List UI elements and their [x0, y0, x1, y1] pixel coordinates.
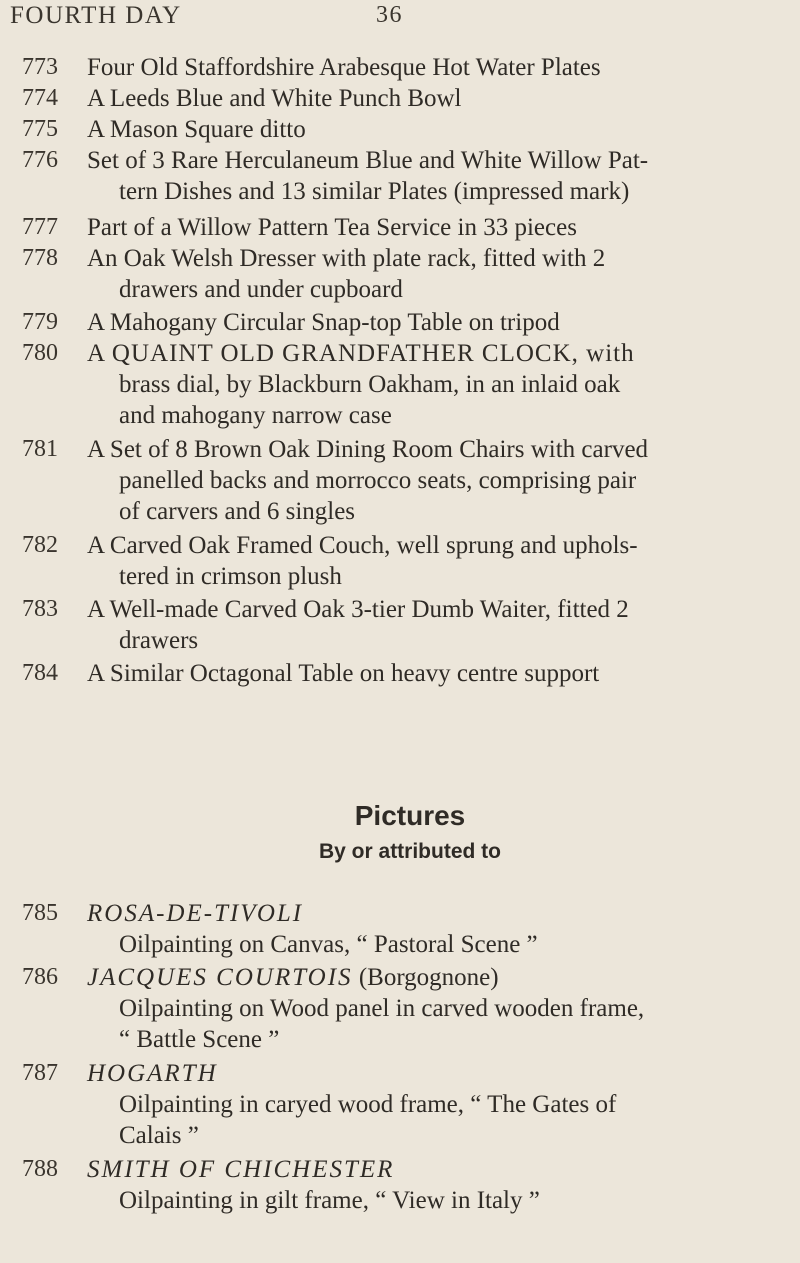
section-title: Pictures: [354, 800, 466, 831]
lot-number: 782: [22, 532, 58, 558]
lot-number: 774: [22, 85, 58, 111]
lot-description: An Oak Welsh Dresser with plate rack, fitted with 2: [87, 245, 606, 272]
lot-description-cont: panelled backs and morrocco seats, comprising pair: [119, 467, 637, 494]
lot-number: 780: [22, 340, 58, 366]
lot-number: 783: [22, 596, 58, 622]
lot-description: Part of a Willow Pattern Tea Service in 33 pieces: [87, 214, 577, 241]
day-title: FOURTH DAY: [10, 2, 182, 29]
lot-number: 781: [22, 436, 58, 462]
lot-number: 786: [22, 964, 58, 990]
lot-description: A Similar Octagonal Table on heavy centre support: [87, 660, 600, 687]
lot-description: A Mahogany Circular Snap-top Table on tripod: [87, 309, 560, 336]
lot-description: A Set of 8 Brown Oak Dining Room Chairs with carved: [87, 436, 649, 463]
lot-description: A QUAINT OLD GRANDFATHER CLOCK, with: [87, 340, 635, 367]
lot-number: 785: [22, 900, 58, 926]
lot-description: A Carved Oak Framed Couch, well sprung and uphols-: [87, 532, 638, 559]
lot-number: 777: [22, 214, 58, 240]
lot-description: A Mason Square ditto: [87, 116, 306, 143]
lot-description: A Well-made Carved Oak 3-tier Dumb Waiter, fitted 2: [87, 596, 629, 623]
artist-name: JACQUES COURTOIS: [87, 964, 353, 991]
page-header: [10, 2, 403, 30]
page-number: 36: [376, 2, 403, 28]
picture-description: Oilpainting in gilt frame, “ View in Italy ”: [119, 1187, 540, 1214]
lot-number: 778: [22, 245, 58, 271]
lot-description: Set of 3 Rare Herculaneum Blue and White Willow Pat-: [87, 147, 649, 174]
picture-description: Oilpainting in caryed wood frame, “ The Gates of: [119, 1091, 617, 1118]
lot-number: 779: [22, 309, 58, 335]
artist-name: ROSA-DE-TIVOLI: [87, 900, 304, 927]
artist-name: HOGARTH: [87, 1060, 218, 1087]
picture-description-cont: “ Battle Scene ”: [119, 1026, 280, 1053]
artist-name: SMITH OF CHICHESTER: [87, 1156, 395, 1183]
lot-number: 784: [22, 660, 58, 686]
lot-description: Four Old Staffordshire Arabesque Hot Water Plates: [87, 54, 601, 81]
lot-number: 788: [22, 1156, 58, 1182]
section-subtitle: By or attributed to: [319, 840, 501, 863]
picture-description: Oilpainting on Wood panel in carved wooden frame,: [119, 995, 645, 1022]
lot-description-cont: of carvers and 6 singles: [119, 498, 356, 525]
lot-description-cont: drawers: [119, 627, 199, 654]
lot-description-cont: and mahogany narrow case: [119, 402, 392, 429]
picture-description: Oilpainting on Canvas, “ Pastoral Scene ”: [119, 931, 538, 958]
artist-suffix: (Borgognone): [358, 964, 499, 991]
picture-description-cont: Calais ”: [119, 1122, 199, 1149]
lot-number: 775: [22, 116, 58, 142]
lot-description: A Leeds Blue and White Punch Bowl: [87, 85, 462, 112]
lot-description-cont: tern Dishes and 13 similar Plates (impressed mark): [119, 178, 630, 205]
lot-number: 773: [22, 54, 58, 80]
lot-number: 787: [22, 1060, 58, 1086]
lot-number: 776: [22, 147, 58, 173]
lot-description-cont: brass dial, by Blackburn Oakham, in an inlaid oak: [119, 371, 621, 398]
lot-description-cont: tered in crimson plush: [119, 563, 342, 590]
lot-description-cont: drawers and under cupboard: [119, 276, 403, 303]
